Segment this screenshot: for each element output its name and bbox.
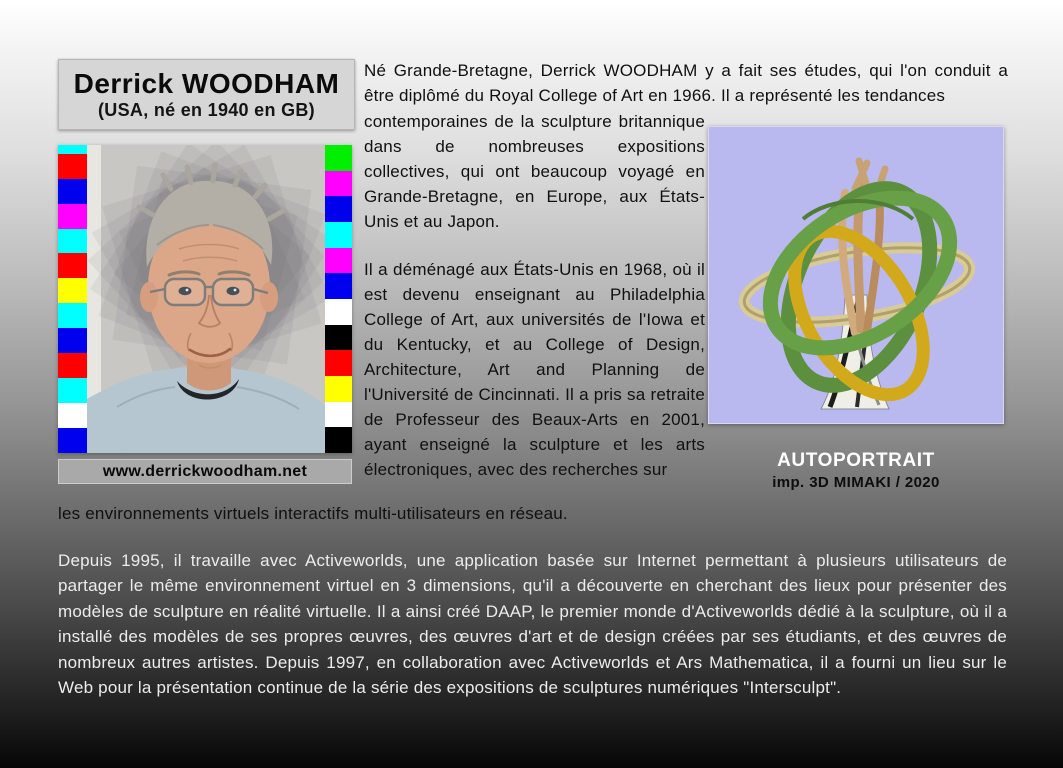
color-bar-segment	[325, 427, 352, 453]
portrait-photo	[87, 145, 325, 453]
color-bar-segment	[58, 303, 87, 328]
color-bar-segment	[58, 428, 87, 453]
bio-paragraph-3: Depuis 1995, il travaille avec Activeworlds, une application basée sur Internet permettant à plusieurs utilisateurs de partager le même environnement virtuel en 3 dimensions, qu'il a découverte en cherchant des lieux pour présenter des modèles de sculpture en réalité virtuelle. Il a ainsi créé DAAP, le premier monde d'Activeworlds dédié à la sculpture, où il a installé des modèles de ses propres œuvres, des œuvres d'art et de design créées par ses étudiants, et des œuvres de nombreux autres artistes. Depuis 1997, en collaboration avec Activeworlds et Ars Mathematica, il a fourni un lieu sur le Web pour la présentation continue de la série des expositions de sculptures numériques "Intersculpt".	[58, 551, 1007, 698]
color-bar-segment	[325, 196, 352, 222]
color-bar-segment	[325, 402, 352, 428]
color-bar-segment	[325, 171, 352, 197]
photo-left-color-bar	[58, 145, 87, 453]
color-bar-segment	[58, 378, 87, 403]
color-bar-segment	[325, 376, 352, 402]
color-bar-segment	[325, 350, 352, 376]
selfportrait-figure	[708, 126, 1004, 493]
artwork-caption-title: AUTOPORTRAIT	[777, 450, 935, 471]
bio-paragraph-2: Il a déménagé aux États-Unis en 1968, où il est devenu enseignant au Philadelphia College of Art, aux universités de l'Iowa et du Kentucky, et au College of Design, Architecture, Art and Planning de l'Université de Cincinnati. Il a pris sa retraite de Professeur des Beaux-Arts en 2001, ayant enseigné la sculpture et les arts électroniques, avec des recherches sur	[364, 260, 705, 479]
artist-origin: (USA, né en 1940 en GB)	[98, 99, 315, 120]
color-bar-segment	[325, 273, 352, 299]
artwork-caption	[708, 450, 1004, 493]
color-bar-segment	[325, 248, 352, 274]
portrait-photo-illustration	[87, 145, 325, 453]
color-bar-segment	[58, 328, 87, 353]
color-bar-segment	[58, 278, 87, 303]
website-link[interactable]: www.derrickwoodham.net	[58, 459, 352, 484]
bio-paragraph-2-continued: les environnements virtuels interactifs multi-utilisateurs en réseau.	[58, 504, 568, 523]
color-bar-segment	[58, 253, 87, 278]
bio-narrow-column	[364, 109, 705, 482]
color-bar-segment	[58, 403, 87, 428]
photo-right-color-bar	[325, 145, 352, 453]
sculpture-illustration	[709, 127, 1003, 423]
color-bar-segment	[325, 325, 352, 351]
bio-paragraph-intro: Né Grande-Bretagne, Derrick WOODHAM y a fait ses études, qui l'on conduit a être diplômé du Royal College of Art en 1966. Il a représenté les tendances	[364, 61, 1008, 105]
portrait-photo-block	[58, 145, 352, 453]
color-bar-segment	[325, 299, 352, 325]
color-bar-segment	[58, 145, 87, 154]
bio-paragraph-1-continued: contemporaines de la sculpture britannique dans de nombreuses expositions collectives, qui ont beaucoup voyagé en Grande-Bretagne, en Europe, aux États-Unis et au Japon.	[364, 112, 705, 231]
artist-title-card	[58, 59, 355, 130]
color-bar-segment	[325, 145, 352, 171]
color-bar-segment	[58, 179, 87, 204]
artwork-caption-subtitle: imp. 3D MIMAKI / 2020	[772, 474, 940, 491]
color-bar-segment	[58, 204, 87, 229]
color-bar-segment	[58, 353, 87, 378]
selfportrait-image	[708, 126, 1004, 424]
color-bar-segment	[58, 229, 87, 254]
artist-name: Derrick WOODHAM	[73, 67, 340, 99]
color-bar-segment	[325, 222, 352, 248]
color-bar-segment	[58, 154, 87, 179]
